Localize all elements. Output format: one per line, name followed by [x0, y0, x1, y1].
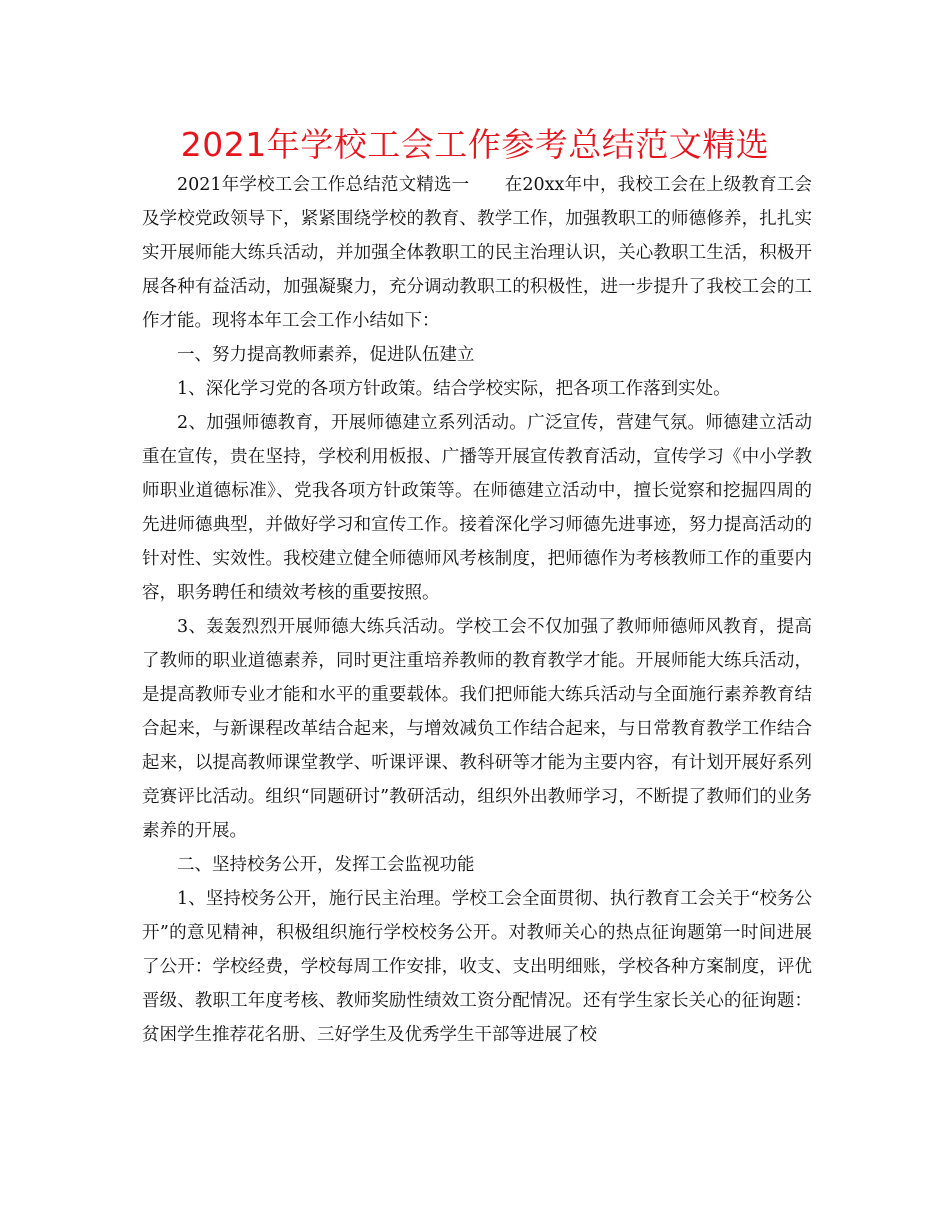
document-body — [142, 168, 812, 1052]
section-heading-1: 一、努力提高教师素养，促进队伍建立 — [177, 345, 475, 365]
document-title: 2021年学校工会工作参考总结范文精选 — [180, 125, 770, 164]
paragraph-intro: 2021年学校工会工作总结范文精选一 在20xx年中，我校工会在上级教育工会及学校党政领导下，紧紧围绕学校的教育、教学工作，加强教职工的师德修养，扎扎实实开展师能大练兵活动，并加强全体教职工的民主治理认识，关心教职工生活，积极开展各种有益活动，加强凝聚力，充分调动教职工的积极性，进一步提升了我校工会的工作才能。现将本年工会工作小结如下： — [142, 175, 812, 331]
paragraph-1-1: 1、深化学习党的各项方针政策。结合学校实际，把各项工作落到实处。 — [177, 379, 731, 399]
section-heading-2: 二、坚持校务公开，发挥工会监视功能 — [177, 855, 475, 875]
paragraph-2-1: 1、坚持校务公开，施行民主治理。学校工会全面贯彻、执行教育工会关于“校务公开”的意见精神，积极组织施行学校校务公开。对教师关心的热点征询题第一时间进展了公开：学校经费，学校每周工作安排，收支、支出明细账，学校各种方案制度，评优晋级、教职工年度考核、教师奖励性绩效工资分配情况。还有学生家长关心的征询题：贫困学生推荐花名册、三好学生及优秀学生干部等进展了校 — [142, 889, 812, 1045]
paragraph-1-3: 3、轰轰烈烈开展师德大练兵活动。学校工会不仅加强了教师师德师风教育，提高了教师的职业道德素养，同时更注重培养教师的教育教学才能。开展师能大练兵活动，是提高教师专业才能和水平的重要载体。我们把师能大练兵活动与全面施行素养教育结合起来，与新课程改革结合起来，与增效减负工作结合起来，与日常教育教学工作结合起来，以提高教师课堂教学、听课评课、教科研等才能为主要内容，有计划开展好系列竞赛评比活动。组织“同题研讨”教研活动，组织外出教师学习，不断提了教师们的业务素养的开展。 — [142, 617, 812, 841]
paragraph-1-2: 2、加强师德教育，开展师德建立系列活动。广泛宣传，营建气氛。师德建立活动重在宣传，贵在坚持，学校利用板报、广播等开展宣传教育活动，宣传学习《中小学教师职业道德标准》、党我各项方针政策等。在师德建立活动中，擅长觉察和挖掘四周的先进师德典型，并做好学习和宣传工作。接着深化学习师德先进事迹，努力提高活动的针对性、实效性。我校建立健全师德师风考核制度，把师德作为考核教师工作的重要内容，职务聘任和绩效考核的重要按照。 — [142, 413, 812, 603]
